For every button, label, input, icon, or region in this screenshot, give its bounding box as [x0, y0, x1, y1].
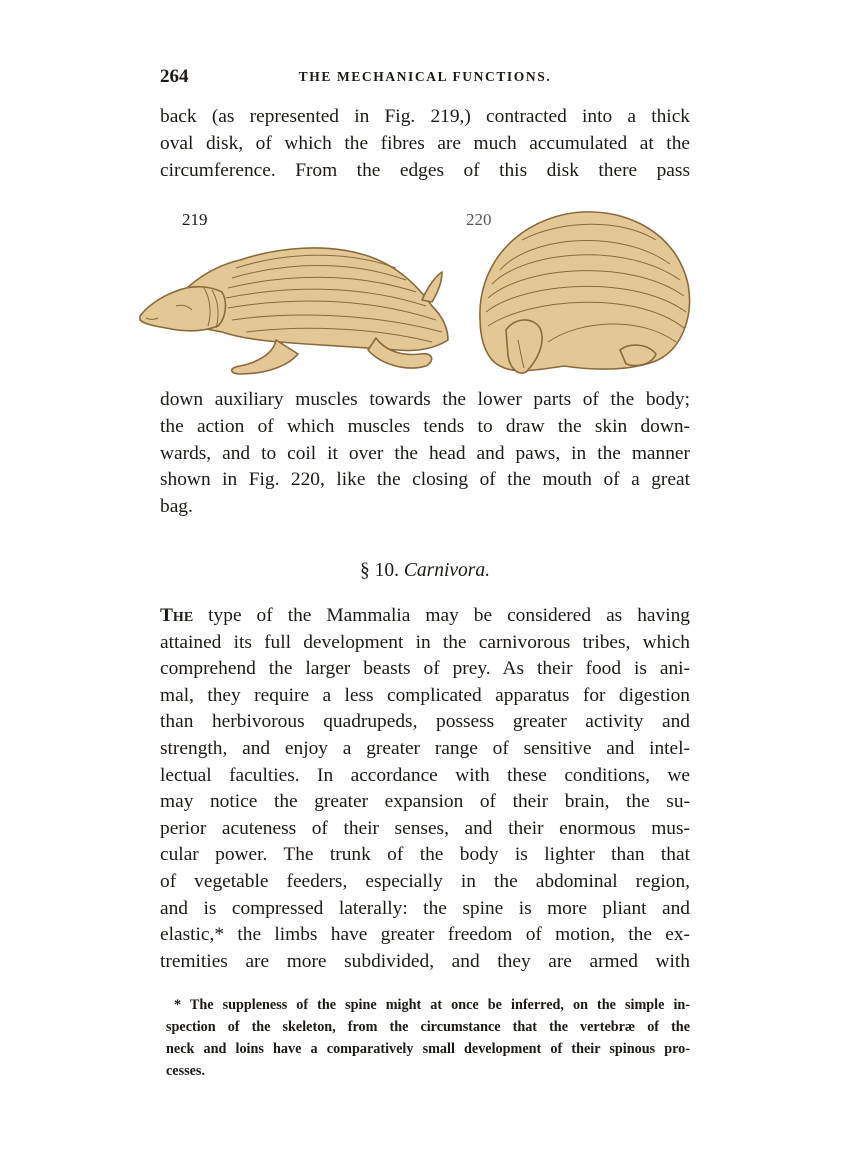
rolled-hedgehog-ball-illustration: [470, 200, 695, 385]
paragraph-2: [160, 387, 690, 521]
text-line: than herbivorous quadrupeds, possess greater activity and: [160, 711, 690, 733]
first-word: The: [160, 605, 194, 626]
text-line: comprehend the larger beasts of prey. As their food is ani-: [160, 658, 690, 680]
text-line: bag.: [160, 496, 193, 518]
text-line: wards, and to coil it over the head and paws, in the manner: [160, 442, 690, 464]
figure-219-label: 219: [182, 210, 208, 229]
page-number: 264: [160, 66, 189, 87]
text-line: attained its full development in the carnivorous tribes, which: [160, 631, 690, 653]
text-line: circumference. From the edges of this disk there pass: [160, 159, 690, 181]
section-heading: [160, 560, 690, 582]
footnote-line: cesses.: [166, 1063, 206, 1079]
footnote-line: neck and loins have a comparatively small development of their spinous pro-: [166, 1041, 690, 1057]
text-line: cular power. The trunk of the body is lighter than that: [160, 844, 690, 866]
text-line: oval disk, of which the fibres are much accumulated at the: [160, 132, 690, 154]
footnote: [166, 994, 690, 1082]
text-line: and is compressed laterally: the spine is more pliant and: [160, 897, 690, 919]
text-line: of vegetable feeders, especially in the abdominal region,: [160, 870, 690, 892]
paragraph-1: [160, 104, 690, 184]
text-line: back (as represented in Fig. 219,) contracted into a thick: [160, 106, 690, 127]
text-line: the action of which muscles tends to draw the skin down-: [160, 415, 690, 437]
footnote-line: spection of the skeleton, from the circumstance that the vertebræ of the: [166, 1019, 690, 1035]
text-line: tremities are more subdivided, and they are armed with: [160, 950, 690, 972]
paragraph-3: [160, 603, 690, 975]
page-header: [160, 66, 690, 90]
text-line: lectual faculties. In accordance with these conditions, we: [160, 764, 690, 786]
text-line: shown in Fig. 220, like the closing of the mouth of a great: [160, 469, 690, 491]
footnote-line: * The suppleness of the spine might at once be inferred, on the simple in-: [174, 997, 690, 1013]
running-head: THE MECHANICAL FUNCTIONS.: [298, 69, 552, 84]
text-line: may notice the greater expansion of their brain, the su-: [160, 791, 690, 813]
figure-220-label: 220: [466, 210, 492, 229]
text-line: down auxiliary muscles towards the lower parts of the body;: [160, 389, 690, 410]
text-line: [160, 603, 690, 630]
text-line: mal, they require a less complicated apparatus for digestion: [160, 684, 690, 706]
section-number: § 10.: [359, 560, 399, 581]
section-title: Carnivora.: [403, 560, 490, 581]
text-line: strength, and enjoy a greater range of sensitive and intel-: [160, 737, 690, 759]
first-line-rest: type of the Mammalia may be considered as having: [193, 605, 690, 626]
text-line: perior acuteness of their senses, and their enormous mus-: [160, 817, 690, 839]
curled-hedgehog-side-view-illustration: [136, 228, 466, 378]
text-line: elastic,* the limbs have greater freedom of motion, the ex-: [160, 924, 690, 946]
